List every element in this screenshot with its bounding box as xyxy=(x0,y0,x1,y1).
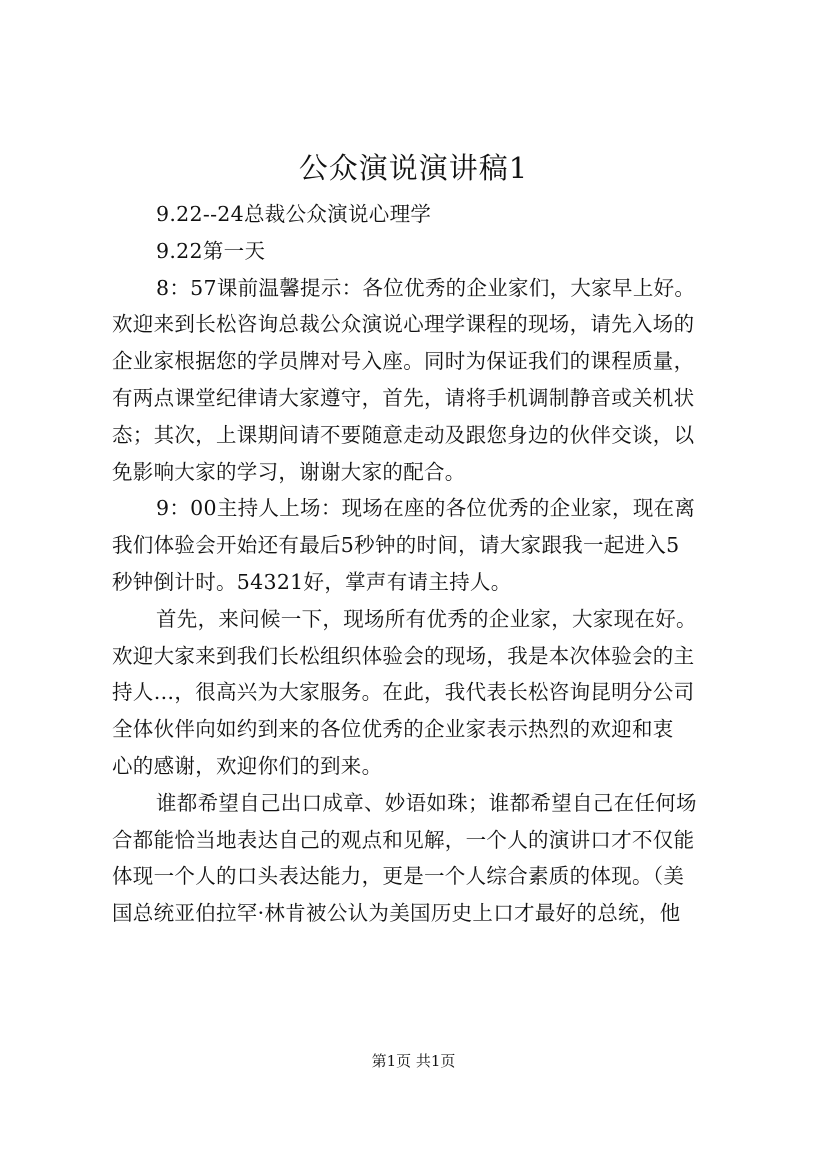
text-line: 谁都希望自己出口成章、妙语如珠；谁都希望自己在任何场 xyxy=(156,790,697,815)
text-line: 态；其次，上课期间请不要随意走动及跟您身边的伙伴交谈，以 xyxy=(112,422,695,447)
text-line: 首先，来问候一下，现场所有优秀的企业家，大家现在好。 xyxy=(156,606,697,631)
text-line: 企业家根据您的学员牌对号入座。同时为保证我们的课程质量， xyxy=(112,349,695,374)
text-line: 合都能恰当地表达自己的观点和见解，一个人的演讲口才不仅能 xyxy=(112,827,695,852)
page-footer: 第1页 共1页 xyxy=(371,1052,456,1070)
text-line: 9.22第一天 xyxy=(156,238,266,263)
text-line: 秒钟倒计时。54321好，掌声有请主持人。 xyxy=(112,569,512,594)
text-line: 心的感谢，欢迎你们的到来。 xyxy=(112,753,383,778)
text-line: 持人…，很高兴为大家服务。在此，我代表长松咨询昆明分公司 xyxy=(112,680,695,705)
text-line: 国总统亚伯拉罕·林肯被公认为美国历史上口才最好的总统，他 xyxy=(112,901,681,926)
document-body xyxy=(112,196,752,932)
text-line: 免影响大家的学习，谢谢大家的配合。 xyxy=(112,459,466,484)
text-line: 9：00主持人上场：现场在座的各位优秀的企业家，现在离 xyxy=(156,496,696,521)
text-line: 我们体验会开始还有最后5秒钟的时间，请大家跟我一起进入5 xyxy=(112,533,680,558)
text-line: 全体伙伴向如约到来的各位优秀的企业家表示热烈的欢迎和衷 xyxy=(112,717,674,742)
text-line: 9.22--24总裁公众演说心理学 xyxy=(156,202,432,226)
text-line: 欢迎来到长松咨询总裁公众演说心理学课程的现场，请先入场的 xyxy=(112,312,695,337)
text-line: 有两点课堂纪律请大家遵守，首先，请将手机调制静音或关机状 xyxy=(112,385,695,410)
text-line: 体现一个人的口头表达能力，更是一个人综合素质的体现。（美 xyxy=(112,864,685,889)
document-title: 公众演说演讲稿1 xyxy=(298,151,529,185)
text-line: 欢迎大家来到我们长松组织体验会的现场，我是本次体验会的主 xyxy=(112,643,695,668)
text-line: 8：57课前温馨提示：各位优秀的企业家们，大家早上好。 xyxy=(156,275,696,300)
